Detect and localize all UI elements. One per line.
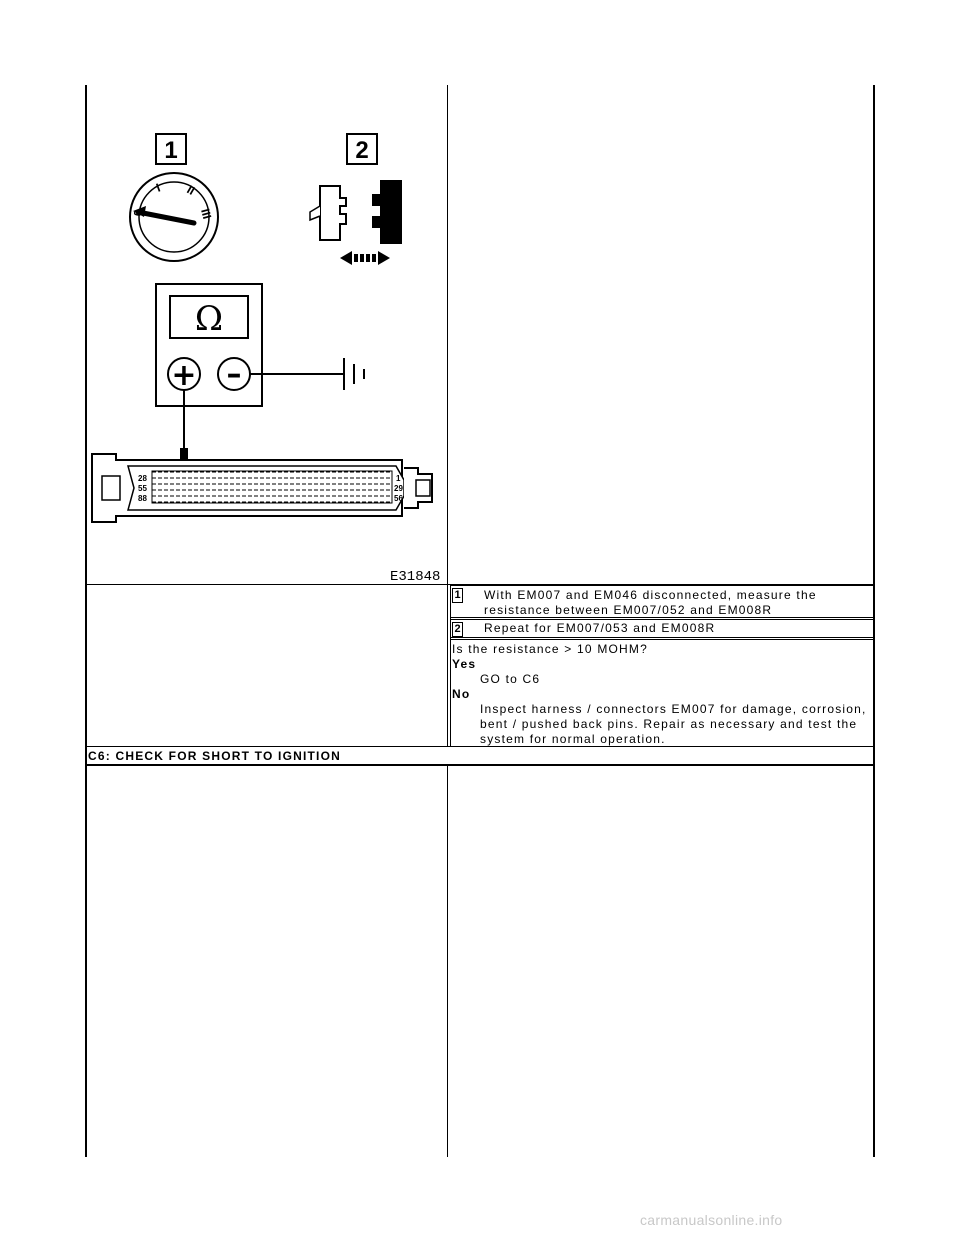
pin-label-left-28: 28: [138, 474, 147, 483]
ignition-mark-3: III: [198, 207, 215, 221]
step-number-2: 2: [452, 622, 463, 637]
pin-label-left-88: 88: [138, 494, 147, 503]
frame-middle-divider-bottom: [447, 766, 448, 1157]
step-2-text-line1: Repeat for EM007/053 and EM008R: [484, 621, 716, 635]
step-1-text-line1: With EM007 and EM046 disconnected, measure the: [484, 588, 817, 602]
question-no-line2: bent / pushed back pins. Repair as necessary and test the: [480, 717, 858, 731]
site-watermark: carmanualsonline.info: [640, 1212, 783, 1228]
step-2-top-border: [450, 619, 873, 620]
ignition-mark-2: II: [184, 182, 198, 198]
minus-symbol: –: [226, 357, 242, 392]
section-title: C6: CHECK FOR SHORT TO IGNITION: [88, 749, 341, 763]
question-no-line1: Inspect harness / connectors EM007 for damage, corrosion,: [480, 702, 867, 716]
pin-label-right-29: 29: [394, 484, 403, 493]
ecm-connector-icon: [92, 454, 432, 522]
figure-code: E31848: [390, 569, 441, 583]
ignition-mark-0: 0: [132, 209, 145, 218]
ohm-symbol: Ω: [194, 299, 224, 339]
row-divider-section-bottom: [85, 764, 875, 766]
frame-right-border: [873, 85, 875, 1157]
step-1-top-border: [450, 585, 873, 586]
pin-label-right-1: 1: [396, 474, 401, 483]
question-no-line3: system for normal operation.: [480, 732, 666, 746]
step-2-bottom-border: [450, 637, 873, 638]
figure-label-1: 1: [164, 137, 178, 164]
pin-label-left-55: 55: [138, 484, 147, 493]
question-yes-action: GO to C6: [480, 672, 541, 686]
frame-left-border: [85, 85, 87, 1157]
figure-label-2: 2: [355, 137, 369, 164]
measurement-diagram: [88, 88, 446, 583]
question-text: Is the resistance > 10 MOHM?: [452, 642, 648, 656]
ignition-switch-icon: [130, 173, 218, 261]
step-1-bottom-border: [450, 617, 873, 618]
plus-symbol: +: [171, 358, 197, 393]
question-yes-label: Yes: [452, 657, 477, 671]
question-top-border: [450, 639, 873, 640]
pin-label-right-56: 56: [394, 494, 403, 503]
ignition-mark-1: I: [154, 180, 163, 195]
multimeter-icon: [156, 284, 364, 482]
frame-middle-divider-top: [447, 85, 448, 747]
question-no-label: No: [452, 687, 471, 701]
step-1-text-line2: resistance between EM007/052 and EM008R: [484, 603, 773, 617]
steps-inner-left-border: [450, 585, 451, 746]
connector-disconnect-icon: [310, 180, 402, 265]
step-number-1: 1: [452, 588, 463, 603]
